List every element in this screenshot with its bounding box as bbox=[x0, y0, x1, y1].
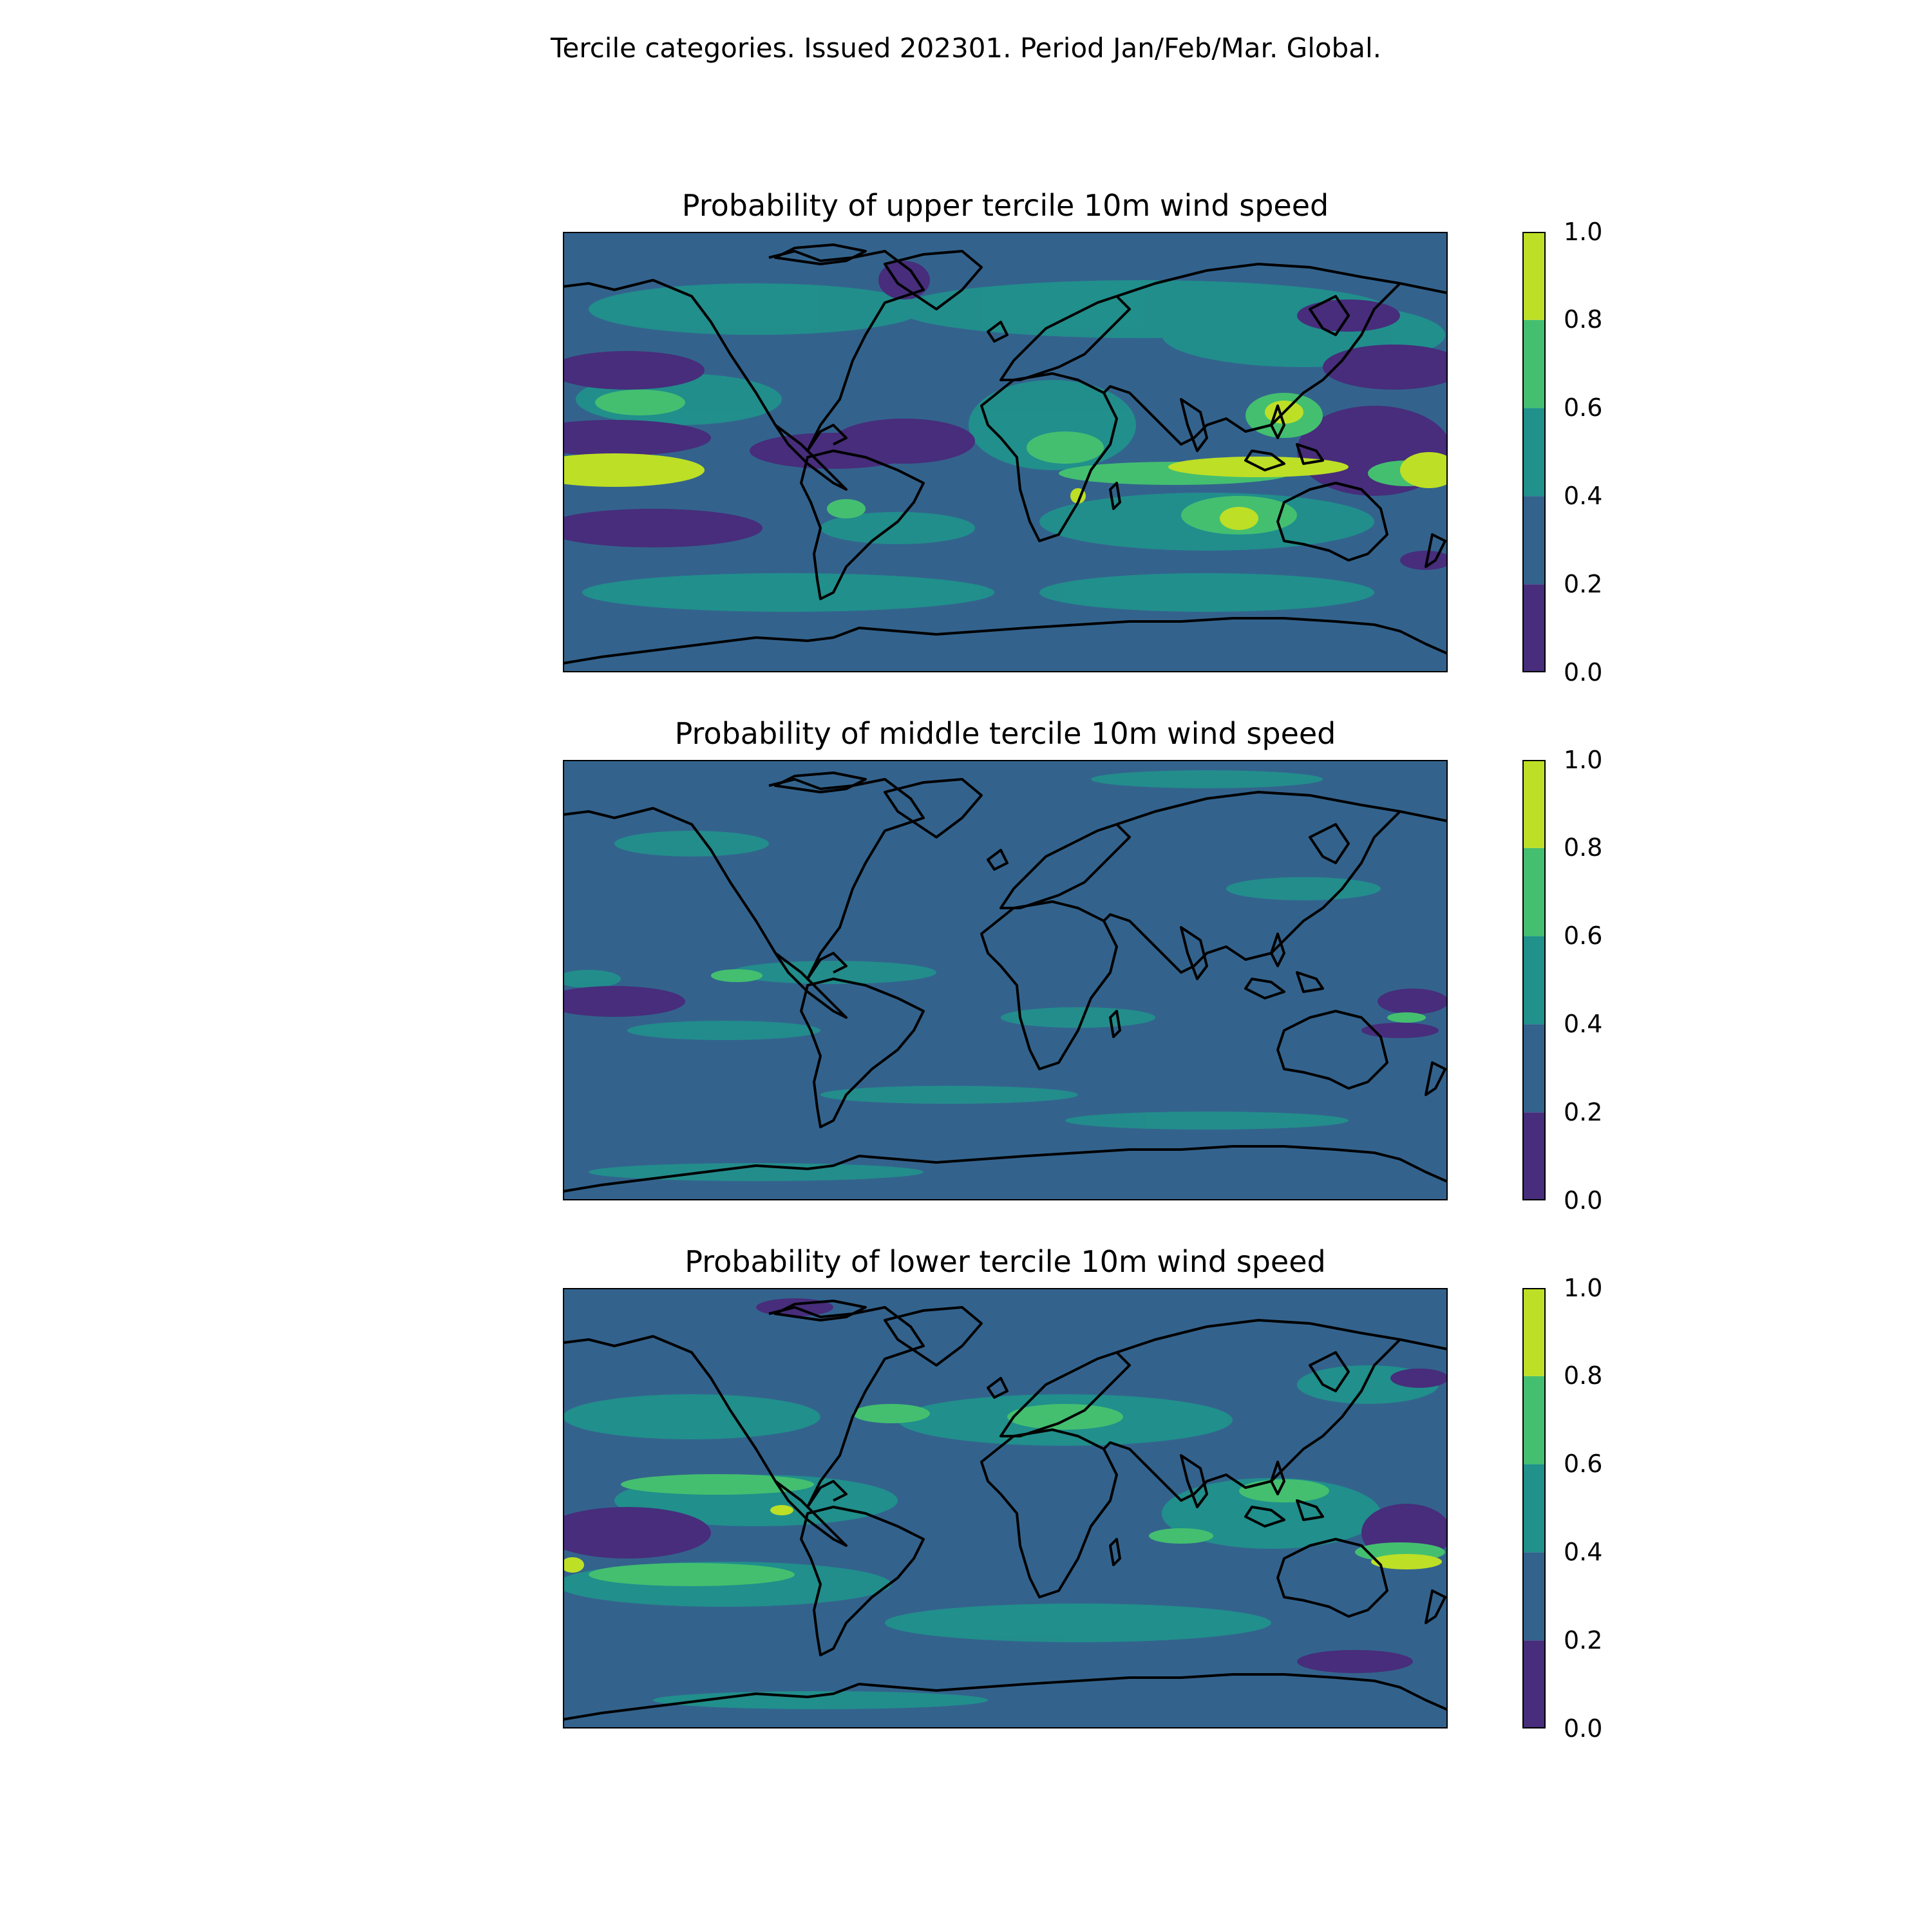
panel-title-lower: Probability of lower tercile 10m wind speed bbox=[685, 1244, 1326, 1279]
colorbar-lower bbox=[1522, 1288, 1546, 1728]
map-lower-tercile bbox=[563, 1288, 1448, 1728]
colorbar-band-4 bbox=[1522, 232, 1546, 320]
colorbar-tick-label: 0.4 bbox=[1564, 1538, 1603, 1566]
colorbar-tick-label: 0.8 bbox=[1564, 1361, 1603, 1390]
colorbar-band-2 bbox=[1522, 936, 1546, 1025]
panel-title-upper: Probability of upper tercile 10m wind speed bbox=[681, 188, 1329, 223]
colorbar-band-1 bbox=[1522, 496, 1546, 584]
colorbar-tick-label: 1.0 bbox=[1564, 218, 1603, 246]
colorbar-tick-label: 0.4 bbox=[1564, 482, 1603, 510]
colorbar-band-4 bbox=[1522, 760, 1546, 848]
colorbar-band-2 bbox=[1522, 408, 1546, 497]
colorbar-tick-label: 0.0 bbox=[1564, 1186, 1603, 1215]
colorbar-upper bbox=[1522, 232, 1546, 672]
colorbar-band-1 bbox=[1522, 1552, 1546, 1640]
colorbar-band-0 bbox=[1522, 584, 1546, 672]
map-middle-tercile bbox=[563, 760, 1448, 1200]
colorbar-band-3 bbox=[1522, 1376, 1546, 1464]
figure-title: Tercile categories. Issued 202301. Period Jan/Feb/Mar. Global. bbox=[551, 32, 1381, 64]
colorbar-tick-label: 0.0 bbox=[1564, 1714, 1603, 1743]
colorbar-tick-label: 0.6 bbox=[1564, 1450, 1603, 1478]
colorbar-band-4 bbox=[1522, 1288, 1546, 1376]
colorbar-band-2 bbox=[1522, 1464, 1546, 1553]
colorbar-tick-label: 0.6 bbox=[1564, 393, 1603, 422]
colorbar-tick-label: 1.0 bbox=[1564, 746, 1603, 774]
colorbar-tick-label: 0.8 bbox=[1564, 833, 1603, 862]
colorbar-tick-label: 1.0 bbox=[1564, 1274, 1603, 1302]
colorbar-tick-label: 0.6 bbox=[1564, 922, 1603, 950]
colorbar-band-0 bbox=[1522, 1640, 1546, 1728]
panel-title-middle: Probability of middle tercile 10m wind speed bbox=[674, 716, 1336, 751]
colorbar-tick-label: 0.2 bbox=[1564, 570, 1603, 598]
colorbar-band-0 bbox=[1522, 1112, 1546, 1200]
colorbar-tick-label: 0.0 bbox=[1564, 658, 1603, 687]
colorbar-tick-label: 0.2 bbox=[1564, 1098, 1603, 1126]
colorbar-band-3 bbox=[1522, 848, 1546, 936]
colorbar-band-3 bbox=[1522, 320, 1546, 408]
map-upper-tercile bbox=[563, 232, 1448, 672]
colorbar-band-1 bbox=[1522, 1024, 1546, 1112]
colorbar-middle bbox=[1522, 760, 1546, 1200]
colorbar-tick-label: 0.2 bbox=[1564, 1626, 1603, 1654]
colorbar-tick-label: 0.8 bbox=[1564, 305, 1603, 334]
colorbar-tick-label: 0.4 bbox=[1564, 1010, 1603, 1038]
